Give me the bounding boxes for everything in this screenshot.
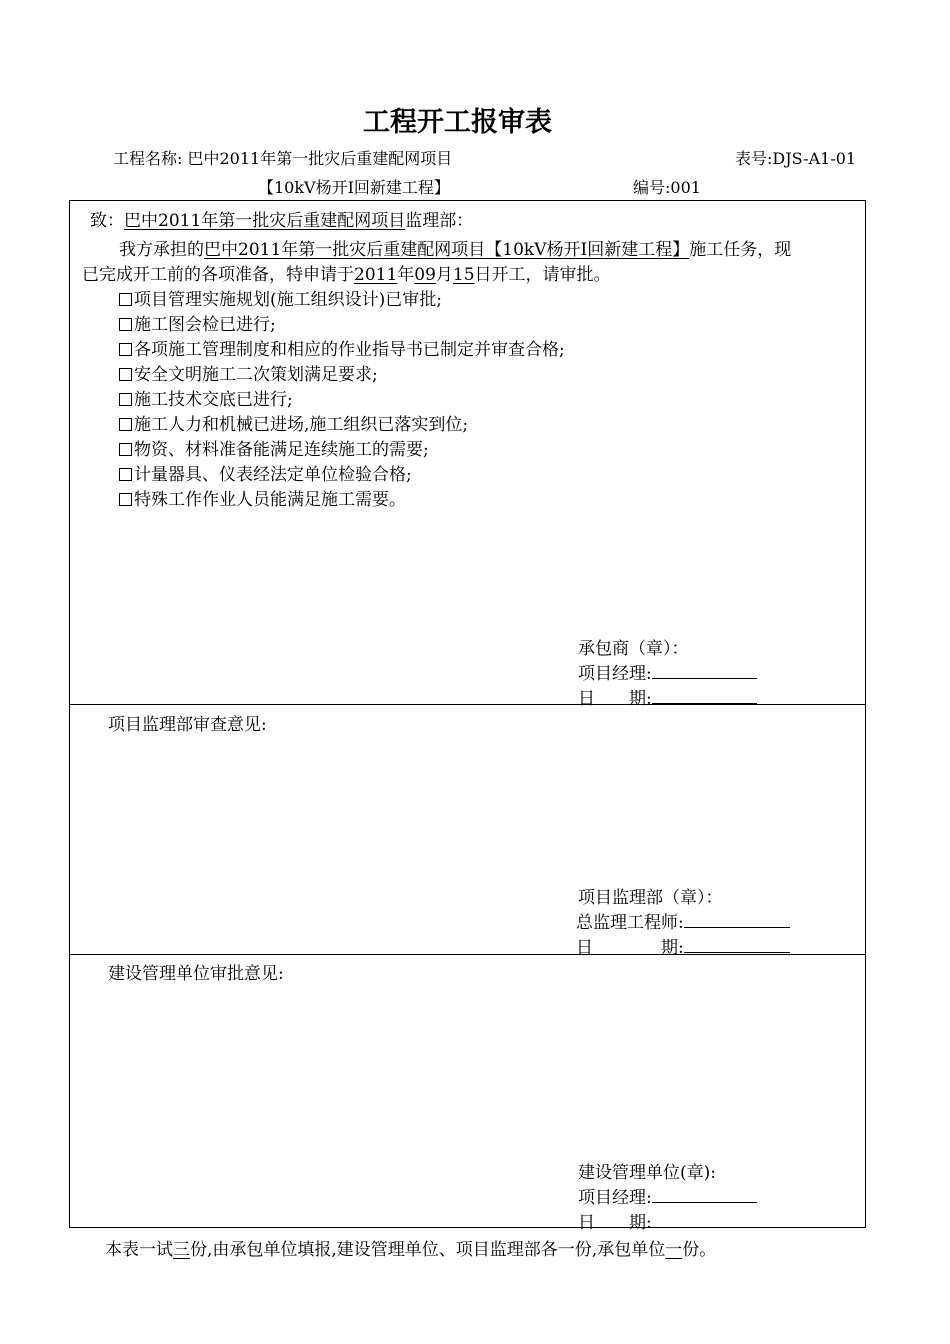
supervision-review-heading: 项目监理部审查意见:: [108, 715, 267, 735]
contractor-date-line: 日 期:: [578, 684, 757, 709]
checkbox-icon[interactable]: [119, 443, 132, 456]
manager-signature-field[interactable]: [652, 1185, 757, 1203]
owner-manager-line: 项目经理:: [578, 1183, 757, 1208]
date-field[interactable]: [684, 935, 790, 953]
copies-count: 三: [173, 1240, 190, 1260]
checklist-item: 计量器具、仪表经法定单位检验合格;: [119, 460, 412, 485]
checklist-item: 施工人力和机械已进场,施工组织已落实到位;: [119, 410, 468, 435]
addressee-name: 巴中2011年第一批灾后重建配网项目: [124, 211, 406, 231]
chief-engineer-line: 总监理工程师:: [576, 908, 790, 933]
application-project: 巴中2011年第一批灾后重建配网项目: [204, 240, 486, 260]
checkbox-icon[interactable]: [119, 343, 132, 356]
manager-signature-field[interactable]: [652, 661, 757, 679]
project-label: 工程名称:: [113, 149, 183, 168]
supervision-seal-label: 项目监理部（章）：: [578, 888, 723, 908]
checklist-item: 施工图会检已进行;: [119, 310, 276, 335]
application-paragraph-line2: 已完成开工前的各项准备，特申请于2011年09月15日开工，请审批。: [82, 265, 611, 285]
serial-number: 编号:001: [633, 178, 701, 197]
page-title: 工程开工报审表: [363, 107, 552, 138]
owner-seal-label: 建设管理单位(章):: [578, 1163, 716, 1183]
checkbox-icon[interactable]: [119, 293, 132, 306]
application-paragraph-line1: 我方承担的巴中2011年第一批灾后重建配网项目【10kV杨开Ⅰ回新建工程】施工任务，现: [119, 240, 792, 260]
project-name-line: [113, 146, 452, 169]
owner-approval-heading: 建设管理单位审批意见:: [108, 964, 284, 984]
project-name: 巴中2011年第一批灾后重建配网项目: [187, 149, 453, 168]
contractor-seal-label: 承包商（章）：: [578, 639, 689, 659]
supervision-date-line: 日 期:: [576, 933, 790, 958]
checkbox-icon[interactable]: [119, 493, 132, 506]
start-year: 2011: [354, 265, 398, 285]
addressee-line: 致：巴中2011年第一批灾后重建配网项目监理部：: [90, 211, 474, 231]
checkbox-icon[interactable]: [119, 318, 132, 331]
application-subproject: 【10kV杨开Ⅰ回新建工程】: [485, 240, 690, 260]
start-month: 09: [414, 265, 436, 285]
chief-engineer-signature-field[interactable]: [684, 910, 790, 928]
checkbox-icon[interactable]: [119, 468, 132, 481]
checklist-item: 物资、材料准备能满足连续施工的需要;: [119, 435, 429, 460]
contractor-copies: 一: [665, 1240, 683, 1260]
form-number: 表号:DJS-A1-01: [735, 149, 857, 168]
footer-note: 本表一试三份,由承包单位填报,建设管理单位、项目监理部各一份,承包单位一份。: [105, 1240, 717, 1260]
checkbox-icon[interactable]: [119, 368, 132, 381]
checklist-item: 施工技术交底已进行;: [119, 385, 293, 410]
checkbox-icon[interactable]: [119, 418, 132, 431]
checklist-item: 特殊工作作业人员能满足施工需要。: [119, 485, 406, 510]
date-field[interactable]: [652, 1210, 757, 1228]
contractor-manager-line: 项目经理:: [578, 659, 757, 684]
owner-date-line: 日 期:: [578, 1208, 757, 1233]
checkbox-icon[interactable]: [119, 393, 132, 406]
date-field[interactable]: [652, 686, 757, 704]
start-day: 15: [452, 265, 475, 285]
checklist-item: 各项施工管理制度和相应的作业指导书已制定并审查合格;: [119, 335, 565, 360]
subproject-name: 【10kV杨开Ⅰ回新建工程】: [258, 178, 450, 197]
checklist-item: 安全文明施工二次策划满足要求;: [119, 360, 378, 385]
checklist-item: 项目管理实施规划(施工组织设计)已审批;: [119, 285, 442, 310]
